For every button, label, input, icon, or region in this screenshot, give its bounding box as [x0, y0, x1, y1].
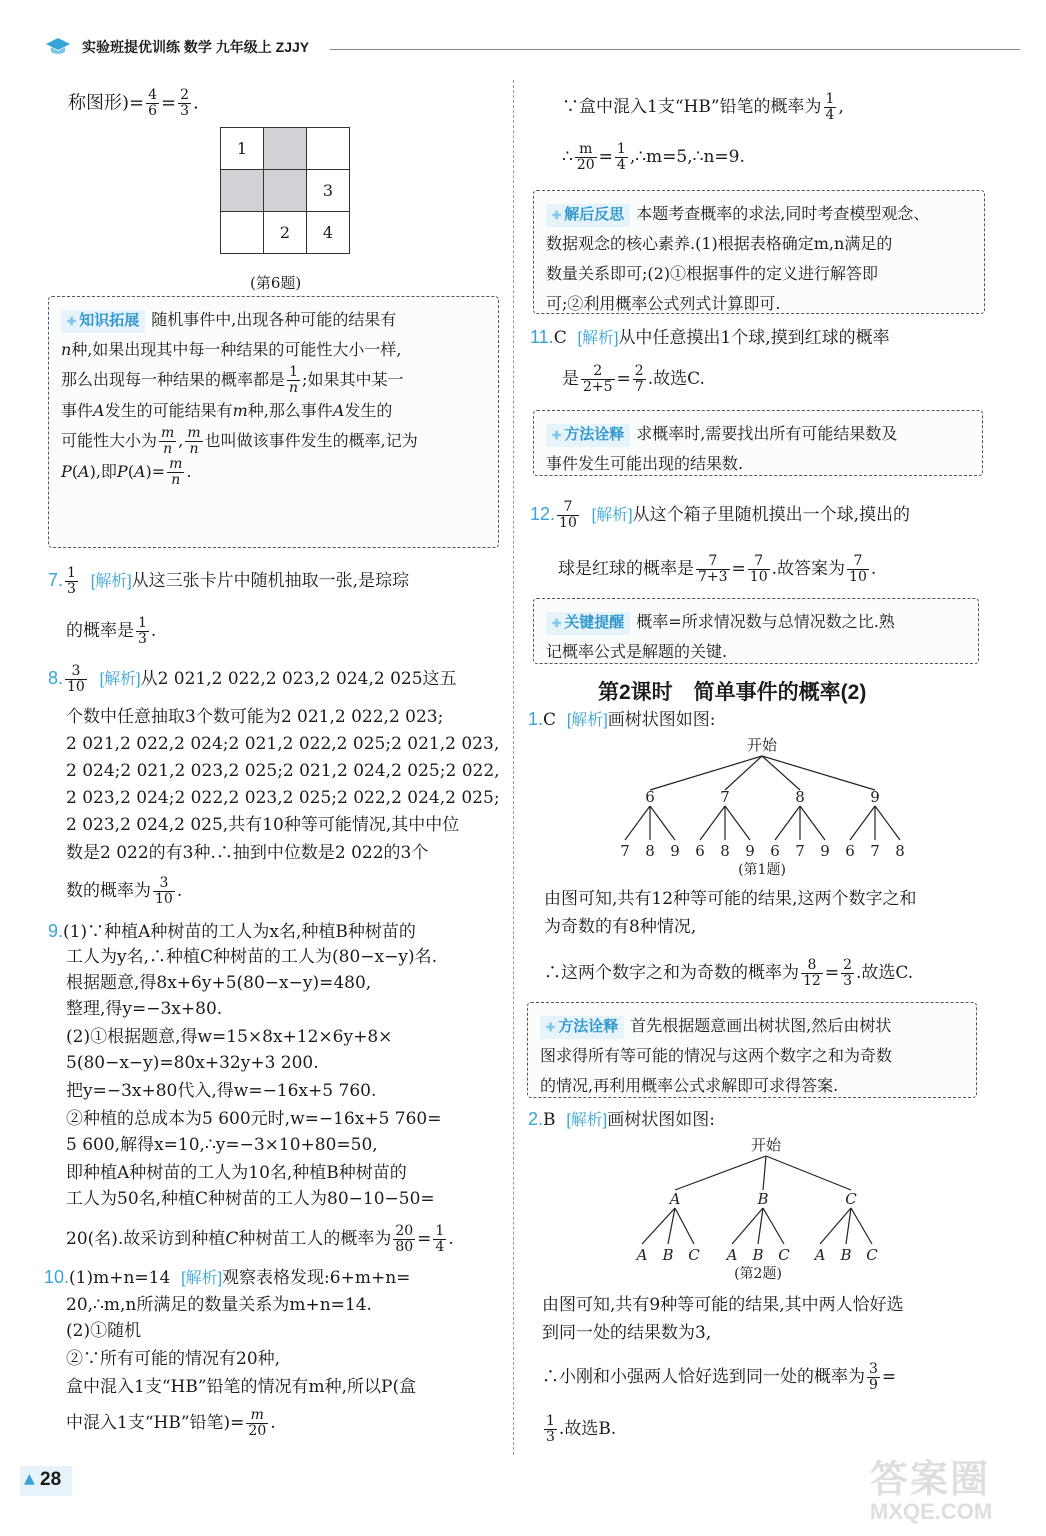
tree-leaf: 7	[795, 842, 805, 860]
q12-line1: 12. $\frac{7}{10}$ [ 解析 ] 从这个箱子里随机摸出一个球,摸出的	[530, 500, 910, 531]
tree-node: 8	[795, 788, 805, 806]
grid-caption: (第6题)	[250, 274, 302, 292]
tree-leaf: 9	[820, 842, 830, 860]
watermark-url: MXQE.COM	[870, 1499, 993, 1524]
tree-leaf: A	[636, 1246, 648, 1264]
tree-leaf: 9	[670, 842, 680, 860]
tree-leaf: 7	[620, 842, 630, 860]
tree-leaf: C	[688, 1246, 700, 1264]
q11-line2: 是 $\frac{2}{2+5}$ = $\frac{2}{7}$ .故选C.	[562, 363, 705, 395]
q7-line1: 7. $\frac{1}{3}$ [ 解析 ] 从这三张卡片中随机抽取一张,是琮琮	[48, 566, 409, 597]
tree-leaf: 9	[745, 842, 755, 860]
q8-line8: 数的概率为 $\frac{3}{10}$ .	[66, 875, 183, 907]
s1-line: 由图可知,共有12种等可能的结果,这两个数字之和	[544, 889, 917, 909]
tree-leaf: C	[866, 1246, 878, 1264]
s2-line1: 2.B [ 解析 ] 画树状图如图:	[528, 1106, 715, 1134]
q8-line: 数是2 022的有3种.∴抽到中位数是2 022的3个	[66, 843, 429, 863]
tree-root: 开始	[746, 736, 778, 754]
s2-line4: $\frac{1}{3}$ .故选B.	[546, 1413, 617, 1445]
q10-line7: 中混入1支“HB”铅笔)= $\frac{m}{20}$ .	[66, 1407, 276, 1439]
tree-leaf: A	[726, 1246, 738, 1264]
grid-cell-shaded	[264, 170, 307, 212]
q9-line: 整理,得y=−3x+80.	[66, 999, 223, 1019]
tree-diagram-2	[620, 1132, 900, 1287]
s1-line1: 1.C [ 解析 ] 画树状图如图:	[528, 706, 716, 734]
tree-leaf: 7	[870, 842, 880, 860]
q9-line: 工人为50名,种植C种树苗的工人为80−10−50=	[66, 1189, 435, 1209]
watermark	[870, 1448, 1030, 1528]
s2-line: 到同一处的结果数为3,	[542, 1323, 712, 1343]
tree-leaf: C	[778, 1246, 790, 1264]
tree-leaf: 8	[895, 842, 905, 860]
q8-line: 2 023,2 024;2 022,2 023,2 025;2 022,2 024,2 025;	[66, 788, 500, 808]
q10-line: 20,∴m,n所满足的数量关系为m+n=14.	[66, 1295, 372, 1315]
q8-line: 2 021,2 022,2 024;2 021,2 022,2 025;2 021,2 023,	[66, 734, 500, 754]
q11-line1: 11.C [ 解析 ] 从中任意摸出1个球,摸到红球的概率	[530, 324, 890, 352]
grid-cell-shaded	[264, 128, 307, 170]
tree-leaf: B	[662, 1246, 674, 1264]
s1-line3: ∴这两个数字之和为奇数的概率为 $\frac{8}{12}$ = $\frac{2}{3}$ .故选C.	[544, 957, 914, 989]
grid-cell-shaded	[221, 170, 264, 212]
q9-line: 把y=−3x+80代入,得w=−16x+5 760.	[66, 1081, 377, 1101]
q12-line2: 球是红球的概率是 $\frac{7}{7+3}$ = $\frac{7}{10}$ .故答案为 $\frac{7}{10}$ .	[558, 553, 877, 585]
header-logo-icon	[44, 36, 72, 56]
tree-caption: (第2题)	[734, 1266, 782, 1282]
q9-line1: 9.(1)∵种植A种树苗的工人为x名,种植B种树苗的	[48, 921, 416, 942]
grid-cell	[307, 128, 350, 170]
q8-line: 2 024;2 021,2 023,2 025;2 021,2 024,2 025;2 022,	[66, 761, 500, 781]
q8-line: 个数中任意抽取3个数可能为2 021,2 022,2 023;	[66, 707, 444, 727]
q10-line1: 10.(1)m+n=14 [ 解析 ] 观察表格发现:6+m+n=	[44, 1264, 410, 1292]
key-box: ✚ 关键提醒 概率=所求情况数与总情况数之比.熟 记概率公式是解题的关键.	[533, 598, 979, 664]
q9-line: ②种植的总成本为5 600元时,w=−16x+5 760=	[66, 1109, 442, 1129]
q9-line: 5(80−x−y)=80x+32y+3 200.	[66, 1053, 319, 1073]
method-box-2: ✚ 方法诠释 首先根据题意画出树状图,然后由树状 图求得所有等可能的情况与这两个数字之和为奇数 的情况,再利用概率公式求解即可求得答案.	[527, 1002, 977, 1098]
grid-cell: 4	[307, 212, 350, 254]
grid-cell	[221, 212, 264, 254]
method-box-1-title: ✚ 方法诠释	[546, 424, 630, 447]
tree-leaf: A	[814, 1246, 826, 1264]
reflect-box-title: ✚ 解后反思	[546, 204, 630, 227]
method-box-1: ✚ 方法诠释 求概率时,需要找出所有可能结果数及 事件发生可能出现的结果数.	[533, 410, 983, 476]
column-divider	[513, 80, 514, 1455]
knowledge-box-title: ✚ 知识拓展	[61, 310, 145, 333]
method-box-2-title: ✚ 方法诠释	[540, 1016, 624, 1039]
tree-node: 9	[870, 788, 880, 806]
q8-line: 2 023,2 024,2 025,共有10种等可能情况,其中中位	[66, 815, 460, 835]
q10-line: 盒中混入1支“HB”铅笔的情况有m种,所以P(盒	[66, 1377, 417, 1397]
tree-node: B	[757, 1190, 769, 1208]
reflect-box: ✚ 解后反思 本题考查概率的求法,同时考查模型观念、 数据观念的核心素养.(1)根据表格确定m,n满足的 数量关系即可;(2)①根据事件的定义进行解答即 可;②利用概率公式列式计算即可.	[533, 190, 985, 314]
tree-leaf: 6	[770, 842, 780, 860]
q8-line1: 8. $\frac{3}{10}$ [ 解析 ] 从2 021,2 022,2 023,2 024,2 025这五	[48, 664, 457, 695]
tree-diagram-1	[600, 732, 920, 882]
tree-node: C	[845, 1190, 857, 1208]
tree-node: 6	[645, 788, 655, 806]
s2-line: 由图可知,共有9种等可能的结果,其中两人恰好选	[542, 1295, 904, 1315]
q9-line12: 20(名).故采访到种植C种树苗工人的概率为 $\frac{20}{80}$ = $\frac{1}{4}$ .	[66, 1223, 454, 1255]
s2-line3: ∴小刚和小强两人恰好选到同一处的概率为 $\frac{3}{9}$ =	[542, 1361, 897, 1393]
page-number: 28	[40, 1469, 62, 1490]
s1-line: 为奇数的有8种情况,	[544, 917, 697, 937]
page-arrow-icon: ▲	[24, 1471, 35, 1487]
q9-line: 5 600,解得x=10,∴y=−3×10+80=50,	[66, 1135, 378, 1155]
q9-line: 工人为y名,∴种植C种树苗的工人为(80−x−y)名.	[66, 947, 437, 967]
q9-line: 即种植A种树苗的工人为10名,种植B种树苗的	[66, 1163, 407, 1183]
tree-leaf: 8	[645, 842, 655, 860]
q10-line: (2)①随机	[66, 1321, 142, 1341]
tree-leaf: 6	[695, 842, 705, 860]
q10-cont-line1: ∵盒中混入1支“HB”铅笔的概率为 $\frac{1}{4}$ ,	[562, 91, 844, 123]
grid-cell: 1	[221, 128, 264, 170]
q9-line: 根据题意,得8x+6y+5(80−x−y)=480,	[66, 973, 372, 993]
q9-line: (2)①根据题意,得w=15×8x+12×6y+8×	[66, 1027, 393, 1047]
page-number-badge	[20, 1466, 72, 1496]
key-box-title: ✚ 关键提醒	[546, 612, 630, 635]
grid-cell: 2	[264, 212, 307, 254]
q6-grid	[220, 127, 350, 254]
q6-end-text: 称图形)= $\frac{4}{6}$ = $\frac{2}{3}$ .	[68, 87, 199, 119]
tree-node: 7	[720, 788, 730, 806]
grid-cell: 3	[307, 170, 350, 212]
tree-caption: (第1题)	[738, 862, 786, 878]
watermark-text: 答案圈	[870, 1459, 991, 1501]
q10-cont-line2: ∴ $\frac{m}{20}$ = $\frac{1}{4}$ ,∴m=5,∴n=9.	[562, 141, 745, 173]
tree-leaf: 6	[845, 842, 855, 860]
header-title: 实验班提优训练 数学 九年级上 ZJJY	[82, 39, 310, 55]
header-rule	[330, 49, 1020, 50]
knowledge-box: ✚ 知识拓展 随机事件中,出现各种可能的结果有 n种,如果出现其中每一种结果的可能性大小一样, 那么出现每一种结果的概率都是 $\frac{1}{n}$ ;如果其中某一 事件A发生的可能结果有m种,那么事件A发生的 可能性大小为 $\frac{m}{n}$ , $\frac{m}{n}$ 也叫做该事件发生的概率,记为 P(A),即P(A)= $\frac{m}{n}$ .	[48, 296, 499, 548]
tree-leaf: B	[752, 1246, 764, 1264]
tree-leaf: 8	[720, 842, 730, 860]
tree-leaf: B	[840, 1246, 852, 1264]
section-title: 第2课时 简单事件的概率(2)	[598, 681, 867, 704]
tree-node: A	[669, 1190, 681, 1208]
q10-line: ②∵所有可能的情况有20种,	[66, 1349, 281, 1369]
q7-line2: 的概率是 $\frac{1}{3}$ .	[66, 615, 157, 647]
tree-root: 开始	[750, 1136, 782, 1154]
